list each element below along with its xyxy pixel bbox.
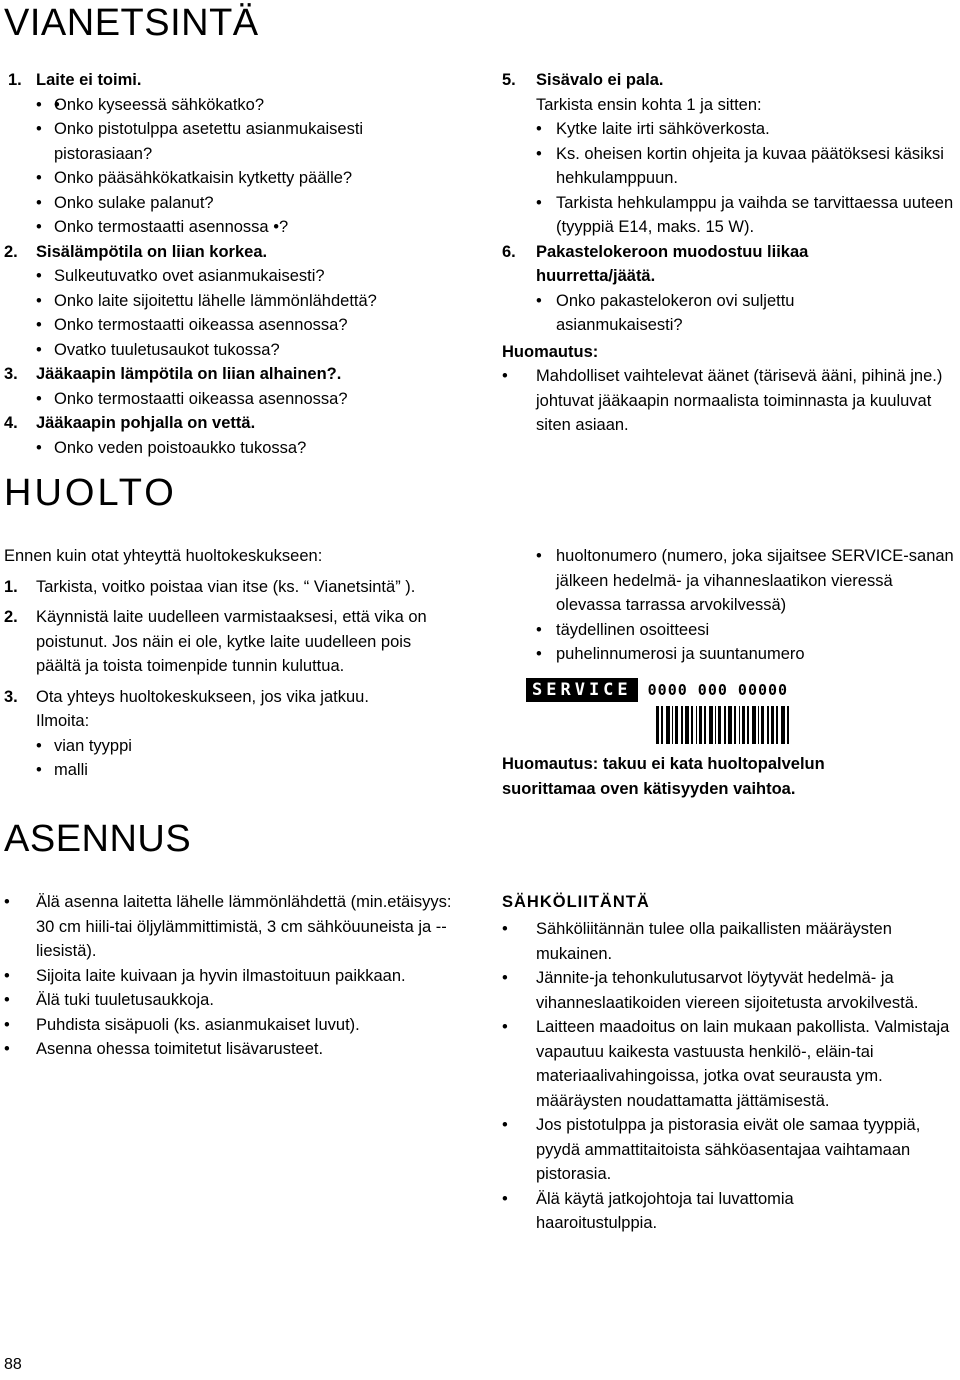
list-item: • Sulkeutuvatko ovet asianmukaisesti? <box>36 267 325 285</box>
section-title-vianetsinta: VIANETSINTÄ <box>4 2 259 44</box>
fault-4-heading: 4. Jääkaapin pohjalla on vettä. <box>4 414 256 432</box>
list-item: • Ks. oheisen kortin ohjeita ja kuvaa päätöksesi käsiksi hehkulamppuun. <box>536 144 944 187</box>
list-item: • Älä tuki tuuletusaukkoja. <box>4 991 214 1009</box>
list-item: • Puhdista sisäpuoli (ks. asianmukaiset luvut). <box>4 1015 360 1034</box>
troubleshooting-right <box>502 68 956 438</box>
section-title-asennus: ASENNUS <box>4 818 192 860</box>
service-step-1: 1. Tarkista, voitko poistaa vian itse (ks. “ Vianetsintä” ). <box>4 577 416 596</box>
service-right <box>502 544 958 667</box>
list-item: • Laitteen maadoitus on lain mukaan pakollista. Valmistaja vapautuu kaikesta vastuusta henkilö-, eläin-tai materiaalivahingoissa, jotka ovat seurausta ym. määräysten noudattamatta jättämisestä. <box>502 1018 950 1110</box>
troubleshooting-left <box>4 68 474 460</box>
list-item: • Onko laite sijoitettu lähelle lämmönlähdettä? <box>36 291 377 310</box>
list-item: • Onko pistotulppa asetettu asianmukaisesti pistorasiaan? <box>36 120 364 163</box>
service-sticker <box>526 678 788 702</box>
electrical-list <box>502 917 958 1236</box>
list-item: • Älä käytä jatkojohtoja tai luvattomia haaroitustulppia. <box>502 1189 794 1232</box>
list-item: • Sijoita laite kuivaan ja hyvin ilmastoituun paikkaan. <box>4 966 406 985</box>
fault-2-heading: 2. Sisälämpötila on liian korkea. <box>4 242 268 261</box>
list-item: • • Onko kyseessä sähkökatko? <box>54 93 474 118</box>
service-note: Huomautus: takuu ei kata huoltopalvelun suorittamaa oven kätisyyden vaihtoa. <box>502 755 825 798</box>
list-item: • täydellinen osoitteesi <box>536 620 710 639</box>
fault-3-heading: 3. Jääkaapin lämpötila on liian alhainen?. <box>4 365 342 383</box>
list-item: • Älä asenna laitetta lähelle lämmönlähdettä (min.etäisyys: 30 cm hiili-tai öljylämmittimistä, 3 cm sähköuuneista ja --liesistä). <box>4 893 452 960</box>
fault-5-heading: 5. Sisävalo ei pala. <box>502 71 664 89</box>
list-item: • Kytke laite irti sähköverkosta. <box>536 120 770 138</box>
list-item: • huoltonumero (numero, joka sijaitsee SERVICE-sanan jälkeen hedelmä- ja vihanneslaatikon vieressä olevassa tarrassa arvokilvessä) <box>536 547 954 614</box>
list-item: • Ovatko tuuletusaukot tukossa? <box>36 340 280 359</box>
list-item: • puhelinnumerosi ja suuntanumero <box>536 645 805 663</box>
note-title: Huomautus: <box>502 342 599 361</box>
list-item: • vian tyyppi <box>36 736 132 755</box>
list-item: • Onko veden poistoaukko tukossa? <box>36 438 307 457</box>
section-title-huolto: HUOLTO <box>4 472 177 514</box>
list-item: • Asenna ohessa toimitetut lisävarusteet. <box>4 1040 324 1058</box>
note-text: • Mahdolliset vaihtelevat äänet (tärisevä ääni, pihinä jne.) johtuvat jääkaapin normaalista toiminnasta ja kuuluvat siten asiaan. <box>502 367 943 434</box>
fault-6-heading: 6. Pakastelokeroon muodostuu liikaa huurretta/jäätä. <box>502 242 809 285</box>
list-item: • Tarkista hehkulamppu ja vaihda se tarvittaessa uuteen (tyyppiä E14, maks. 15 W). <box>536 193 954 236</box>
fault-1-heading: 1. Laite ei toimi. <box>8 71 142 89</box>
list-item: • Onko termostaatti oikeassa asennossa? <box>36 316 348 334</box>
fault-5-intro: Tarkista ensin kohta 1 ja sitten: <box>536 95 762 114</box>
list-item: • Jännite-ja tehonkulutusarvot löytyvät hedelmä- ja vihanneslaatikoiden viereen sijoitetusta arvokilvestä. <box>502 969 919 1012</box>
service-number: 0000 000 00000 <box>647 681 789 699</box>
service-step-3: 3. Ota yhteys huoltokeskukseen, jos vika jatkuu. <box>4 687 369 706</box>
list-item: • Onko termostaatti asennossa •? <box>36 218 289 236</box>
fault-1-list <box>4 93 474 118</box>
service-intro: Ennen kuin otat yhteyttä huoltokeskukseen: <box>4 547 323 565</box>
list-item: • Onko pääsähkökatkaisin kytketty päälle? <box>36 169 353 187</box>
list-item: • Onko termostaatti oikeassa asennossa? <box>36 389 348 408</box>
ilmoita-label: Ilmoita: <box>36 712 90 730</box>
list-item: • Onko sulake palanut? <box>36 193 214 212</box>
list-item: • malli <box>36 761 88 779</box>
electrical-title: SÄHKÖLIITÄNTÄ <box>502 893 650 911</box>
list-item: • Sähköliitännän tulee olla paikallisten määräysten mukainen. <box>502 920 892 963</box>
service-step-2: 2. Käynnistä laite uudelleen varmistaaksesi, että vika on poistunut. Jos näin ei ole, kytke laite uudelleen pois päältä ja toista toimenpide tunnin kuluttua. <box>4 608 427 675</box>
list-item: • Jos pistotulppa ja pistorasia eivät ole samaa tyyppiä, pyydä ammattitaitoista sähköasentajaa vaihtamaan pistorasia. <box>502 1116 921 1183</box>
list-item: • Onko pakastelokeron ovi suljettu asianmukaisesti? <box>536 291 795 334</box>
install-list <box>4 890 474 1062</box>
service-left <box>4 544 474 783</box>
barcode <box>656 706 816 744</box>
service-label: SERVICE <box>526 678 638 702</box>
page-number: 88 <box>4 1356 22 1373</box>
